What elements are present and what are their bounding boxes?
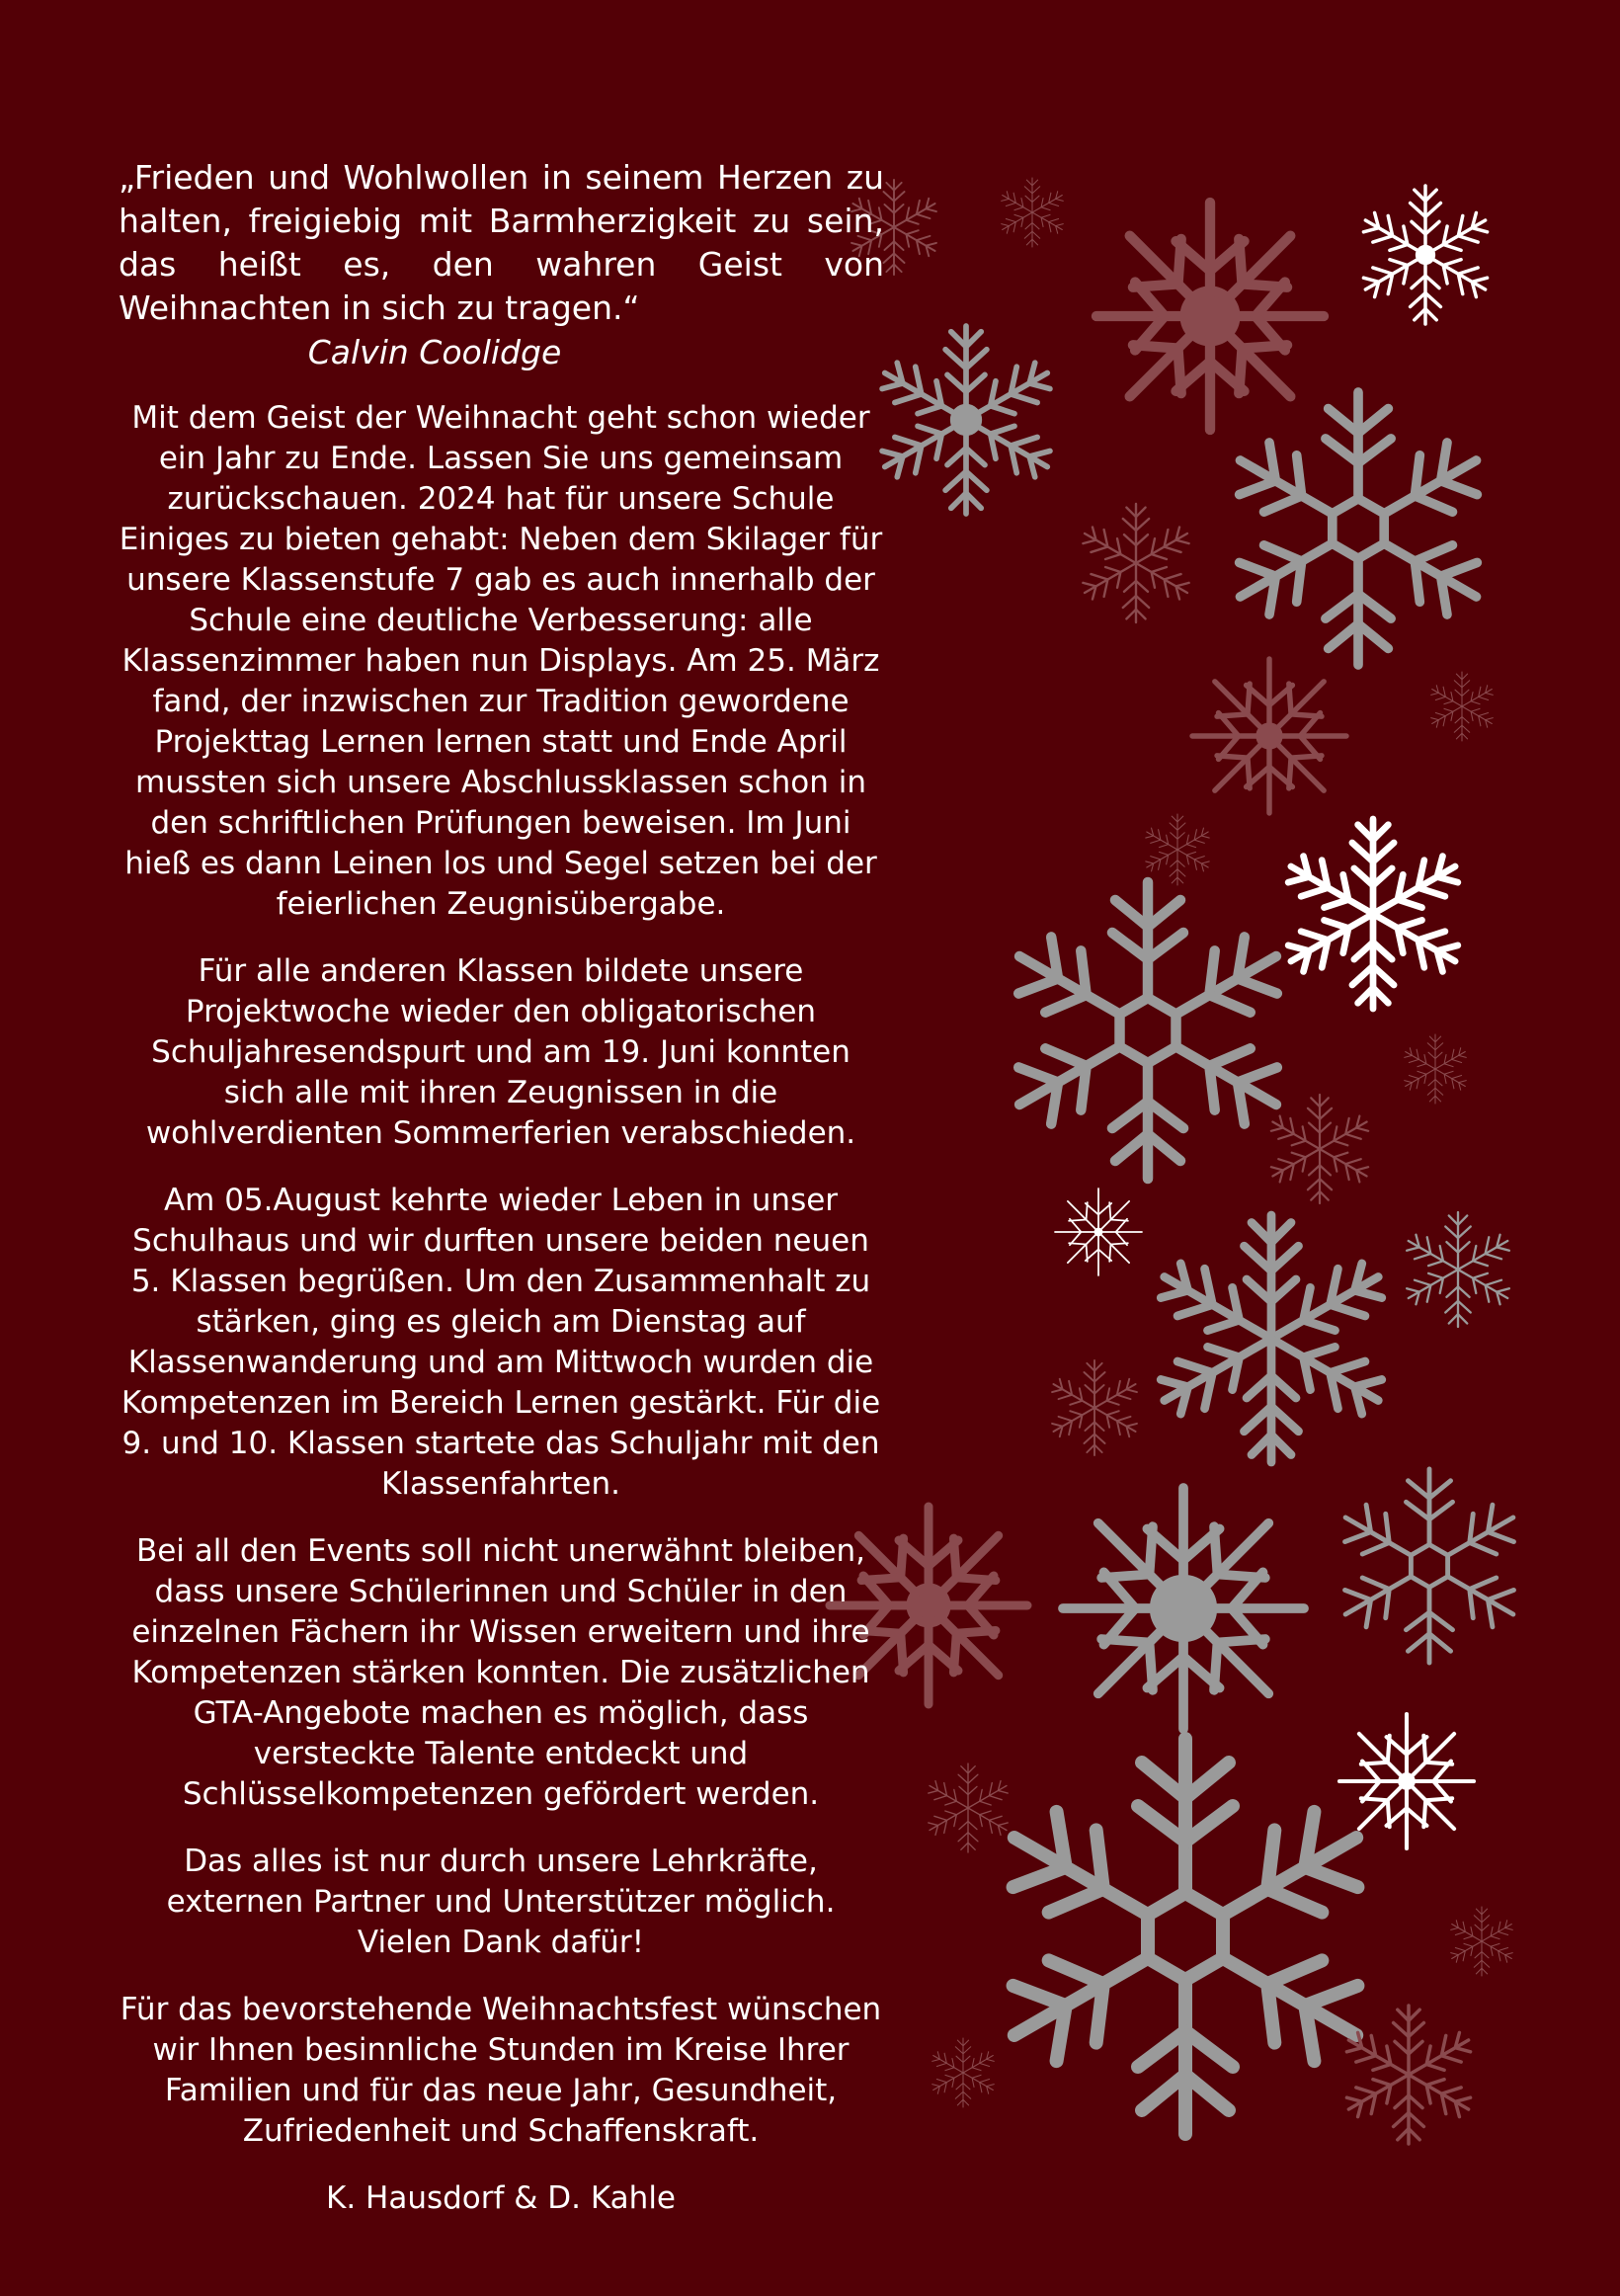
snowflake-icon [991, 1739, 1380, 2134]
snowflake-icon [874, 326, 1057, 514]
snowflake-icon [1341, 2006, 1477, 2144]
snowflake-icon [1048, 1360, 1141, 1455]
letter-paragraph: Bei all den Events soll nicht unerwähnt bleiben, dass unsere Schülerinnen und Schüler in den einzelnen Fächern ihr Wissen erweitern und ihre Kompetenzen stärken konnten. Die zusätzlichen GTA-Angebote machen es möglich, dass versteckte Talente entdeckt und Schlüsselkompetenzen gefördert werden. [131, 1533, 870, 1812]
snowflake-icon [1266, 1095, 1372, 1203]
snowflake-icon [1224, 392, 1493, 665]
snowflake-icon [925, 1763, 1012, 1852]
letter-paragraph: Für alle anderen Klassen bildete unsere Projektwoche wieder den obligatorischen Schuljahresendspurt und am 19. Juni konnten sich alle mit ihren Zeugnissen in die wohlverdienten Sommerferien verabschieden. [145, 953, 856, 1151]
snowflake-icon [1448, 1907, 1515, 1976]
snowflake-icon [1402, 1034, 1469, 1104]
signature: K. Hausdorf & D. Kahle [325, 2180, 677, 2216]
quote-author: Calvin Coolidge [307, 333, 562, 371]
snowflake-icon [1151, 1215, 1392, 1462]
snowflake-icon [1334, 1469, 1524, 1663]
snowflake-icon [1339, 1714, 1474, 1848]
snowflake-icon [1055, 1189, 1142, 1275]
christmas-quote: „Frieden und Wohlwollen in seinem Herzen zu halten, freigiebig mit Barmherzigkeit zu sein, das heißt es, den wahren Geist von Weihnachten in sich zu tragen.“ [119, 158, 884, 327]
letter-body [117, 398, 885, 2246]
snowflake-icon [1402, 1212, 1513, 1327]
snowflake-icon [1078, 504, 1193, 622]
snowflake-icon [1192, 659, 1346, 813]
snowflake-icon [1280, 819, 1465, 1009]
snowflake-icon [1428, 672, 1496, 741]
snowflake-icon [1096, 203, 1324, 430]
letter-paragraph: Das alles ist nur durch unsere Lehrkräfte, externen Partner und Unterstützer möglich. Vielen Dank dafür! [166, 1844, 836, 1960]
letter-paragraph: Für das bevorstehende Weihnachtsfest wünschen wir Ihnen besinnliche Stunden im Kreise Ihrer Familien und für das neue Jahr, Gesundheit, Zufriedenheit und Schaffenskraft. [120, 1992, 882, 2149]
snowflake-icon [1358, 186, 1494, 324]
letter-paragraph: Mit dem Geist der Weihnacht geht schon wieder ein Jahr zu Ende. Lassen Sie uns gemeinsam zurückschauen. 2024 hat für unsere Schule Einiges zu bieten gehabt: Neben dem Skilager für unsere Klassenstufe 7 gab es auch innerhalb der Schule eine deutliche Verbesserung: alle Klassenzimmer haben nun Displays. Am 25. März fand, der inzwischen zur Tradition gewordene Projekttag Lernen lernen statt und Ende April mussten sich unsere Abschlussklassen schon in den schriftlichen Prüfungen beweisen. Im Juni hieß es dann Leinen los und Segel setzen bei der feierlichen Zeugnisübergabe. [119, 400, 883, 922]
snowflake-icon [1063, 1488, 1304, 1729]
letter-paragraph: Am 05.August kehrte wieder Leben in unser Schulhaus und wir durften unsere beiden neuen 5. Klassen begrüßen. Um den Zusammenhalt zu stärken, ging es gleich am Dienstag auf Klassenwanderung und am Mittwoch wurden die Kompetenzen im Bereich Lernen gestärkt. Für die 9. und 10. Klassen startete das Schuljahr mit den Klassenfahrten. [121, 1183, 881, 1502]
snowflake-icon [1002, 882, 1294, 1179]
snowflake-icon [1143, 814, 1212, 885]
snowflake-icon [930, 2038, 997, 2107]
snowflake-icon [999, 178, 1066, 247]
